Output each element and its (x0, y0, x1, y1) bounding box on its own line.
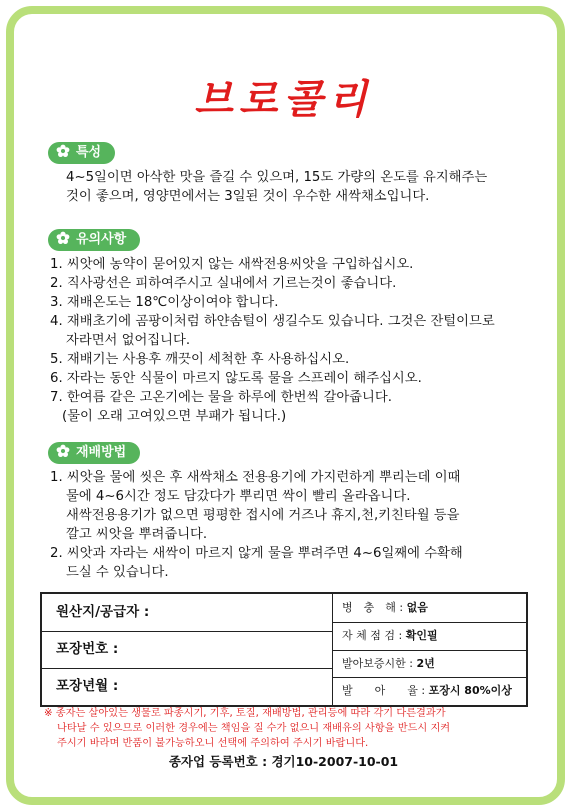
warning-mark: ※ (44, 708, 53, 719)
caution-item-continued: 자라면서 없어집니다. (66, 333, 191, 348)
germination-rate-value: 포장시 80%이상 (428, 684, 512, 698)
inspection-row (333, 622, 526, 650)
warning-line: 나타날 수 있으므로 이러한 경우에는 책임을 질 수가 없으니 재배유의 사항을 반드시 지켜 (57, 723, 451, 734)
warning-line: 주시기 바라며 반품이 불가능하오니 선택에 주의하여 주시기 바랍니다. (57, 738, 369, 749)
features-line: 것이 좋으며, 영양면에서는 3일된 것이 우수한 새싹채소입니다. (66, 189, 430, 204)
caution-item: 7. 한여름 같은 고온기에는 물을 하루에 한번씩 갈아줍니다. (50, 390, 392, 405)
pest-value: 없음 (406, 601, 428, 614)
method-item-continued: 드실 수 있습니다. (66, 565, 169, 580)
germination-rate-row (333, 677, 526, 705)
caution-item: 2. 직사광선은 피하여주시고 실내에서 기르는것이 좋습니다. (50, 276, 397, 291)
warning-notice (44, 706, 524, 751)
registration-number (0, 752, 567, 770)
inspection-label: 자 체 점 검 : (342, 628, 403, 642)
method-item: 1. 씨앗을 물에 씻은 후 새싹채소 전용용기에 가지런하게 뿌리는데 이때 (50, 470, 461, 485)
flower-icon (56, 444, 70, 458)
pest-row (333, 594, 526, 622)
package-number-field: 포장번호 : (56, 641, 119, 657)
method-item-continued: 새싹전용용기가 없으면 평평한 접시에 거즈나 휴지,천,키친타월 등을 (66, 508, 460, 523)
caution-item: 4. 재배초기에 곰팡이처럼 하얀솜털이 생길수도 있습니다. 그것은 잔털이므로 (50, 314, 495, 329)
warning-line (44, 706, 524, 721)
caution-item: 5. 재배기는 사용후 깨끗이 세척한 후 사용하십시오. (50, 352, 350, 367)
warning-text: 종자는 살아있는 생물로 파종시기, 기후, 토질, 재배방법, 관리등에 따라 각기 다른결과가 (55, 708, 446, 719)
cautions-heading (48, 229, 140, 251)
germination-deadline-row (333, 650, 526, 678)
features-heading-label: 특성 (76, 145, 102, 160)
caution-item-continued: (물이 오래 고여있으면 부패가 됩니다.) (62, 409, 287, 424)
registration-label: 종자업 등록번호 : (168, 754, 268, 769)
method-heading (48, 442, 140, 464)
method-heading-label: 재배방법 (76, 445, 127, 460)
registration-value: 경기10-2007-10-01 (271, 754, 399, 769)
germination-deadline-label: 발아보증시한 : (342, 656, 413, 670)
info-table-left (42, 594, 333, 705)
caution-item: 3. 재배온도는 18℃이상이여야 합니다. (50, 295, 279, 310)
package-date-field: 포장년월 : (56, 678, 119, 694)
flower-icon (56, 231, 70, 245)
features-heading (48, 142, 115, 164)
info-table (40, 592, 528, 707)
method-item-continued: 물에 4~6시간 정도 담갔다가 뿌리면 싹이 빨리 올라옵니다. (66, 489, 411, 504)
germination-deadline-value: 2년 (416, 656, 435, 670)
caution-item: 1. 씨앗에 농약이 묻어있지 않는 새싹전용씨앗을 구입하십시오. (50, 257, 414, 272)
info-table-right (333, 594, 526, 705)
caution-item: 6. 자라는 동안 식물이 마르지 않도록 물을 스프레이 해주십시오. (50, 371, 422, 386)
germination-rate-label: 발 아 율 : (342, 684, 426, 698)
inspection-value: 확인필 (405, 628, 438, 642)
features-line: 4~5일이면 아삭한 맛을 즐길 수 있으며, 15도 가량의 온도를 유지해주는 (66, 170, 488, 185)
origin-supplier-field: 원산지/공급자 : (56, 604, 150, 620)
method-item: 2. 씨앗과 자라는 새싹이 마르지 않게 물을 뿌려주면 4~6일째에 수확해 (50, 546, 463, 561)
page-title: 브로콜리 (194, 76, 373, 123)
method-item-continued: 깔고 씨앗을 뿌려줍니다. (66, 527, 208, 542)
pest-label: 병 충 해 : (342, 601, 404, 614)
flower-icon (56, 144, 70, 158)
cautions-heading-label: 유의사항 (76, 232, 127, 247)
